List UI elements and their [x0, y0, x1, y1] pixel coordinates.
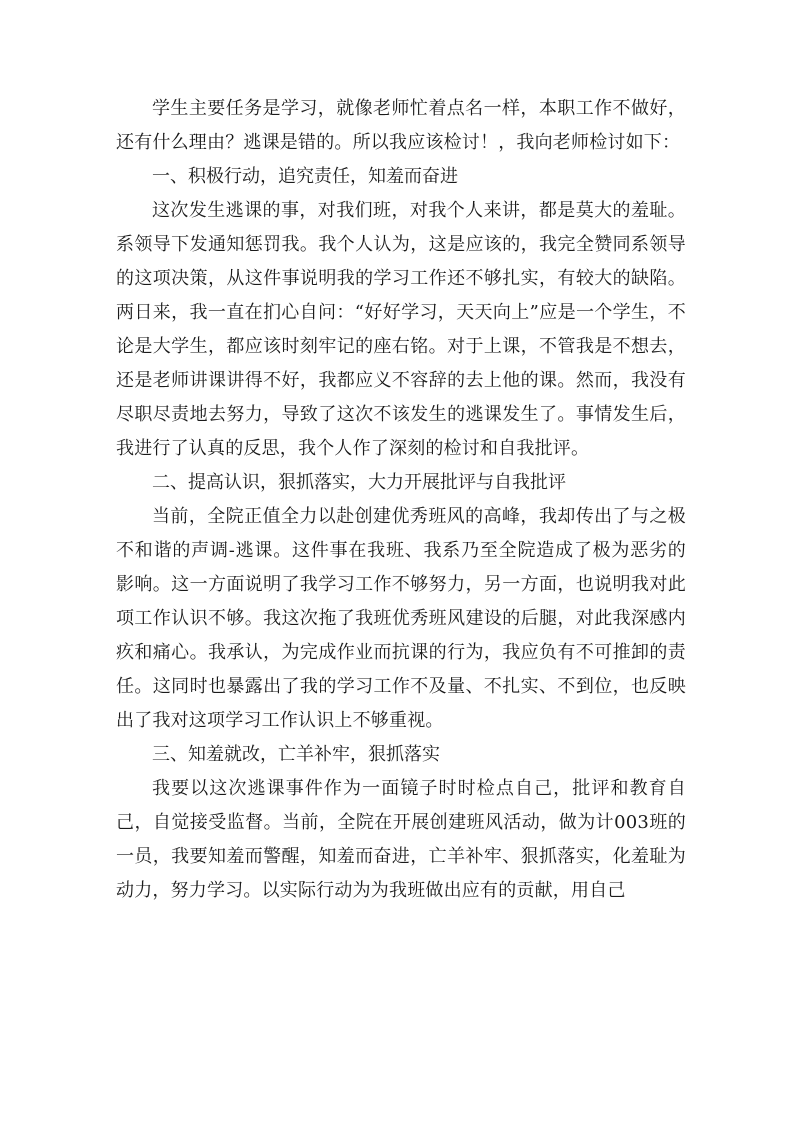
section-heading-1: 一、积极行动，追究责任，知羞而奋进 [152, 166, 458, 187]
section-3-paragraph: 我要以这次逃课事件作为一面镜子时时检点自己，批评和教育自己，自觉接受监督。当前，全院在开展创建班风活动，做为计003班的一员，我要知羞而警醒，知羞而奋进，亡羊补牢、狠抓落实，化羞耻为动力，努力学习。以实际行动为为我班做出应有的贡献，用自己 [116, 778, 686, 901]
section-heading-3: 三、知羞就改，亡羊补牢，狠抓落实 [152, 744, 440, 765]
section-heading-2: 二、提高认识，狠抓落实，大力开展批评与自我批评 [152, 472, 566, 493]
section-2-paragraph: 当前，全院正值全力以赴创建优秀班风的高峰，我却传出了与之极不和谐的声调-逃课。这件事在我班、我系乃至全院造成了极为恶劣的影响。这一方面说明了我学习工作不够努力，另一方面，也说明我对此项工作认识不够。我这次拖了我班优秀班风建设的后腿，对此我深感内疚和痛心。我承认，为完成作业而抗课的行为，我应负有不可推卸的责任。这同时也暴露出了我的学习工作不及量、不扎实、不到位，也反映出了我对这项学习工作认识上不够重视。 [116, 506, 686, 731]
document-body [116, 92, 686, 908]
intro-paragraph: 学生主要任务是学习，就像老师忙着点名一样，本职工作不做好，还有什么理由？逃课是错的。所以我应该检讨！，我向老师检讨如下： [116, 98, 686, 153]
section-1-paragraph: 这次发生逃课的事，对我们班，对我个人来讲，都是莫大的羞耻。系领导下发通知惩罚我。我个人认为，这是应该的，我完全赞同系领导的这项决策，从这件事说明我的学习工作还不够扎实，有较大的缺陷。两日来，我一直在扪心自问：“好好学习，天天向上”应是一个学生，不论是大学生，都应该时刻牢记的座右铭。对于上课，不管我是不想去，还是老师讲课讲得不好，我都应义不容辞的去上他的课。然而，我没有尽职尽责地去努力，导致了这次不该发生的逃课发生了。事情发生后，我进行了认真的反思，我个人作了深刻的检讨和自我批评。 [116, 200, 686, 459]
